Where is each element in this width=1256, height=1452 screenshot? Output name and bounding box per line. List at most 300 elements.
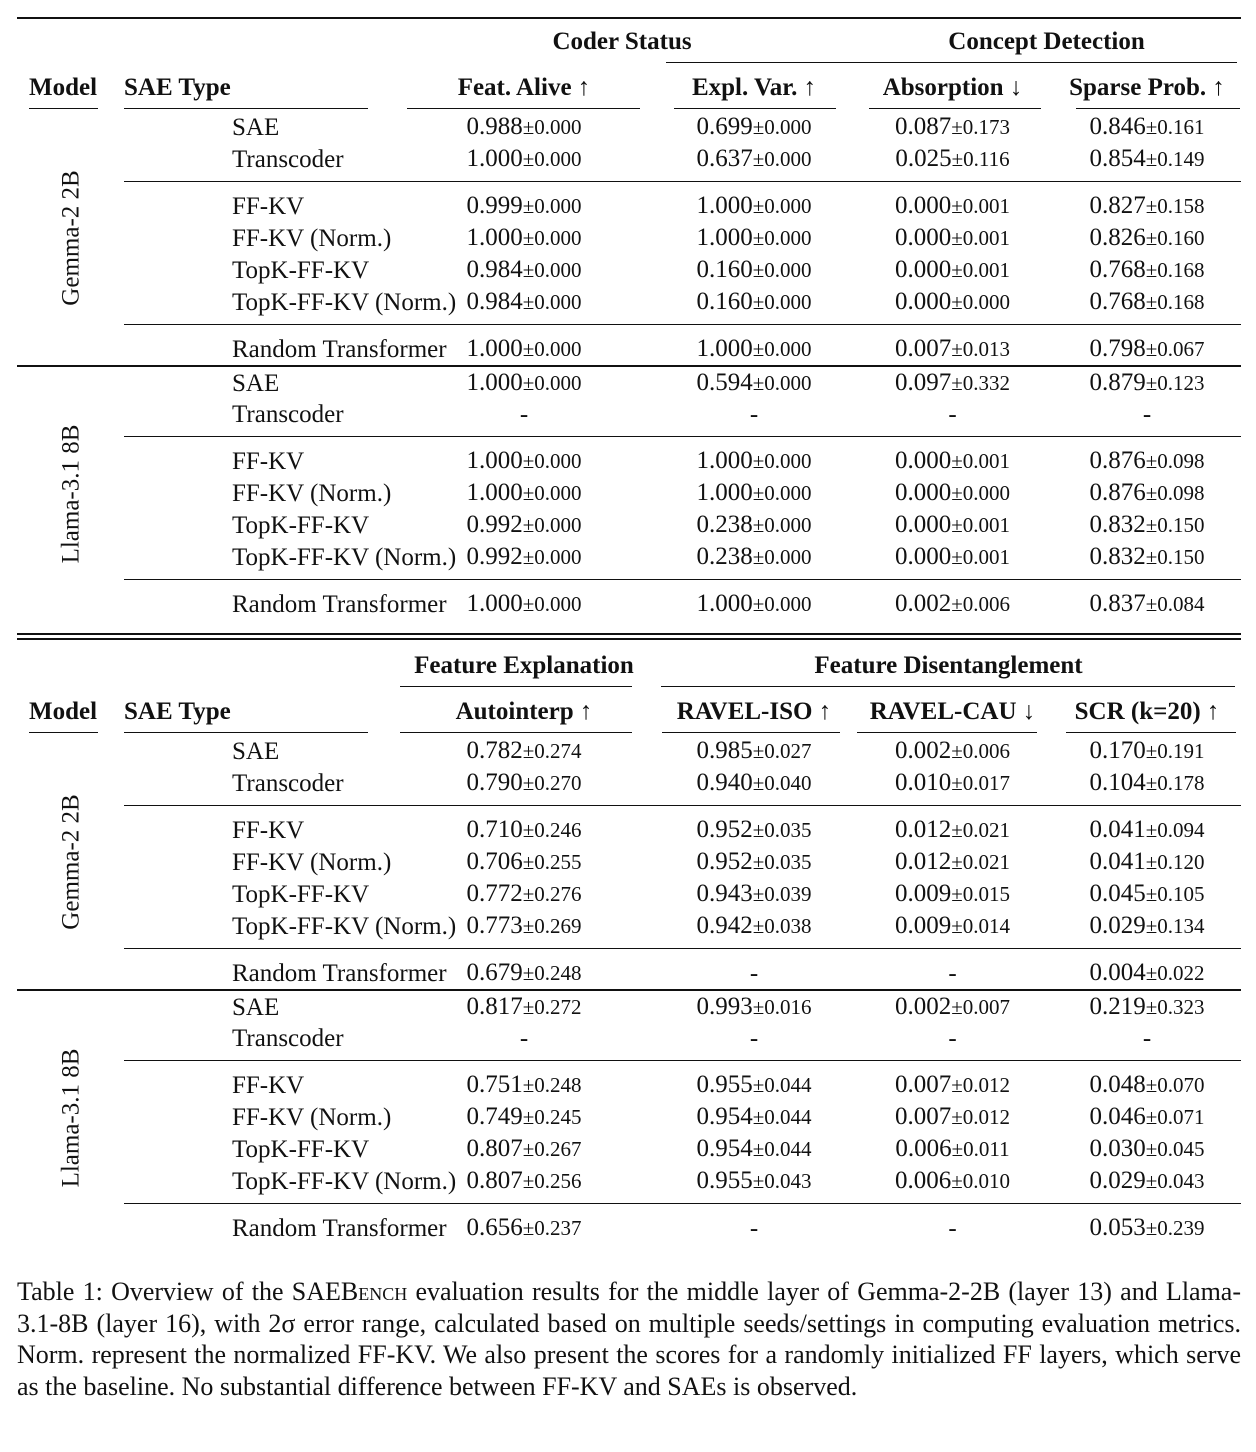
value-cell <box>392 846 656 878</box>
table-row <box>17 541 1241 580</box>
col-header-sae-type: SAE Type <box>124 63 392 111</box>
value-error: ±0.035 <box>752 850 812 874</box>
value-mean: - <box>519 401 529 428</box>
value-error: ±0.272 <box>522 995 582 1019</box>
col-header-autointerp: Autointerp ↑ <box>392 687 656 735</box>
value-mean: 1.000 <box>466 447 523 474</box>
value-mean: 0.000 <box>895 288 952 315</box>
value-error: ±0.267 <box>522 1137 582 1161</box>
value-mean: - <box>749 1025 759 1052</box>
value-cell <box>1053 477 1241 509</box>
sae-type-cell: FF-KV (Norm.) <box>232 224 392 252</box>
value-mean: 0.992 <box>466 543 523 570</box>
value-cell <box>656 222 852 254</box>
value-mean: 1.000 <box>696 192 753 219</box>
value-cell <box>852 910 1053 949</box>
table-row <box>17 949 1241 991</box>
value-mean: 1.000 <box>466 145 523 172</box>
value-error: ±0.043 <box>1145 1169 1205 1193</box>
value-error: ±0.094 <box>1145 818 1205 842</box>
sae-type-cell: SAE <box>232 369 280 397</box>
model-label-cell <box>17 366 124 620</box>
sae-type-cell: FF-KV (Norm.) <box>232 1103 392 1131</box>
value-error: ±0.000 <box>522 371 582 395</box>
value-cell <box>852 366 1053 399</box>
table-caption: Table 1: Overview of the SAEBench evaluation results for the middle layer of Gemma-2-2B (layer 13) and Llama-3.1-8B (layer 16), with 2σ error range, calculated based on multiple seeds/settings in computing evaluation metrics. Norm. represent the normalized FF-KV. We also present the scores for a randomly initialized FF layers, which serve as the baseline. No substantial difference between FF-KV and SAEs is observed. <box>17 1277 1242 1401</box>
value-mean: 0.952 <box>696 816 753 843</box>
value-cell <box>656 1165 852 1204</box>
value-error: ±0.038 <box>752 914 812 938</box>
value-mean: - <box>948 959 957 987</box>
value-error: ±0.000 <box>522 481 582 505</box>
value-cell <box>392 477 656 509</box>
value-mean: 0.007 <box>895 335 952 362</box>
value-mean: 0.025 <box>895 145 952 172</box>
sae-type-cell: FF-KV <box>124 1061 392 1102</box>
value-cell <box>852 509 1053 541</box>
sae-type-cell: Transcoder <box>232 401 344 428</box>
table-row <box>17 846 1241 878</box>
value-cell <box>656 1023 852 1061</box>
value-mean: 0.087 <box>895 113 952 140</box>
value-error: ±0.071 <box>1145 1105 1205 1129</box>
value-error: ±0.105 <box>1145 882 1205 906</box>
table-row <box>17 1133 1241 1165</box>
table-row <box>17 580 1241 621</box>
value-cell <box>392 182 656 223</box>
value-cell <box>1053 286 1241 325</box>
value-cell <box>852 477 1053 509</box>
value-cell <box>392 509 656 541</box>
value-mean: 0.710 <box>466 816 523 843</box>
sae-type-cell: Transcoder <box>232 769 344 797</box>
value-error: ±0.000 <box>522 513 582 537</box>
value-mean: 0.706 <box>466 848 523 875</box>
value-error: ±0.246 <box>522 818 582 842</box>
table-row <box>17 143 1241 182</box>
value-mean: - <box>948 1025 957 1052</box>
value-error: ±0.000 <box>522 258 582 282</box>
value-cell <box>852 143 1053 182</box>
value-error: ±0.255 <box>522 850 582 874</box>
value-mean: 0.002 <box>894 993 952 1020</box>
value-error: ±0.150 <box>1145 545 1205 569</box>
value-mean: 0.000 <box>895 192 952 219</box>
value-error: ±0.098 <box>1145 449 1205 473</box>
value-mean: 0.984 <box>466 256 523 283</box>
sae-type-cell: TopK-FF-KV <box>232 256 370 284</box>
value-cell <box>1053 182 1241 223</box>
value-cell <box>1053 735 1241 767</box>
value-mean: 1.000 <box>696 590 753 617</box>
value-cell <box>1053 325 1241 367</box>
value-cell <box>1053 509 1241 541</box>
value-cell <box>392 878 656 910</box>
value-cell <box>656 399 852 437</box>
value-mean: 1.000 <box>696 224 753 251</box>
value-error: ±0.044 <box>752 1105 812 1129</box>
value-error: ±0.332 <box>951 371 1011 395</box>
value-mean: 0.782 <box>466 737 523 764</box>
value-mean: - <box>948 1214 957 1242</box>
value-error: ±0.134 <box>1145 914 1205 938</box>
group-header-coder-status: Coder Status <box>392 19 852 63</box>
group-header-row <box>17 19 1241 63</box>
value-error: ±0.000 <box>752 194 812 218</box>
sae-type-cell: TopK-FF-KV (Norm.) <box>232 543 457 571</box>
value-mean: 0.773 <box>466 912 523 939</box>
value-mean: 1.000 <box>696 447 753 474</box>
value-error: ±0.011 <box>951 1137 1010 1161</box>
sae-type-cell: TopK-FF-KV <box>232 880 370 908</box>
value-error: ±0.013 <box>951 337 1011 361</box>
value-error: ±0.000 <box>752 115 812 139</box>
value-mean: - <box>1142 401 1152 428</box>
table-row <box>17 182 1241 223</box>
value-mean: 0.006 <box>895 1135 952 1162</box>
table-row <box>17 767 1241 806</box>
value-mean: 0.768 <box>1089 288 1146 315</box>
value-mean: - <box>749 1214 759 1242</box>
value-error: ±0.149 <box>1145 147 1205 171</box>
col-header-scr: SCR (k=20) ↑ <box>1053 687 1241 735</box>
value-error: ±0.012 <box>951 1105 1011 1129</box>
value-error: ±0.035 <box>752 818 812 842</box>
value-mean: 0.104 <box>1089 769 1146 796</box>
value-mean: 0.029 <box>1089 1167 1146 1194</box>
value-cell <box>392 254 656 286</box>
value-cell <box>656 541 852 580</box>
value-mean: 0.798 <box>1089 335 1146 362</box>
value-mean: 0.637 <box>696 145 753 172</box>
value-cell <box>1053 846 1241 878</box>
value-error: ±0.000 <box>522 592 582 616</box>
value-mean: 0.826 <box>1089 224 1146 251</box>
value-error: ±0.012 <box>951 1073 1011 1097</box>
group-header-feature-explanation: Feature Explanation <box>392 643 656 687</box>
value-mean: 0.238 <box>696 543 753 570</box>
value-mean: 0.046 <box>1089 1103 1146 1130</box>
value-mean: 0.984 <box>466 288 523 315</box>
sae-type-cell: Random Transformer <box>124 580 392 621</box>
value-cell <box>392 143 656 182</box>
group-header-feature-disentanglement: Feature Disentanglement <box>656 643 1241 687</box>
value-error: ±0.274 <box>522 739 582 763</box>
value-error: ±0.256 <box>522 1169 582 1193</box>
table-row <box>17 806 1241 847</box>
table-row <box>17 399 1241 437</box>
value-cell <box>1053 1165 1241 1204</box>
value-cell <box>1053 580 1241 621</box>
value-cell <box>852 1101 1053 1133</box>
results-table-bottom <box>17 643 1241 1244</box>
value-mean: 0.010 <box>894 769 952 796</box>
value-cell <box>656 509 852 541</box>
value-mean: 0.699 <box>696 113 753 140</box>
value-mean: - <box>519 1025 529 1052</box>
value-error: ±0.001 <box>951 449 1011 473</box>
value-mean: 0.988 <box>466 113 523 140</box>
value-error: ±0.191 <box>1145 739 1205 763</box>
value-mean: 0.012 <box>894 816 952 843</box>
value-cell <box>852 806 1053 847</box>
value-cell <box>852 1165 1053 1204</box>
value-cell <box>656 325 852 367</box>
column-header-row <box>17 63 1241 111</box>
value-cell <box>656 111 852 143</box>
model-label: Llama-3.1 8B <box>57 424 84 563</box>
value-mean: 0.097 <box>895 369 952 396</box>
value-cell <box>656 1133 852 1165</box>
value-mean: 1.000 <box>696 479 753 506</box>
value-error: ±0.045 <box>1145 1137 1205 1161</box>
value-mean: 0.879 <box>1089 369 1146 396</box>
value-error: ±0.084 <box>1145 592 1205 616</box>
value-mean: 0.807 <box>466 1135 523 1162</box>
value-error: ±0.006 <box>951 739 1011 763</box>
model-label-cell <box>17 735 124 990</box>
value-cell <box>1053 111 1241 143</box>
value-cell <box>1053 767 1241 806</box>
sae-type-cell: TopK-FF-KV <box>232 511 370 539</box>
value-error: ±0.000 <box>752 513 812 537</box>
col-header-sparse-prob: Sparse Prob. ↑ <box>1053 63 1241 111</box>
value-mean: 0.772 <box>466 880 523 907</box>
value-cell <box>852 254 1053 286</box>
value-cell <box>1053 1061 1241 1102</box>
value-error: ±0.245 <box>522 1105 582 1129</box>
value-error: ±0.067 <box>1145 337 1205 361</box>
value-error: ±0.323 <box>1145 995 1205 1019</box>
table-row <box>17 286 1241 325</box>
value-error: ±0.168 <box>1145 258 1205 282</box>
value-cell <box>656 580 852 621</box>
value-cell <box>656 1101 852 1133</box>
value-cell <box>656 437 852 478</box>
value-error: ±0.044 <box>752 1137 812 1161</box>
value-mean: 0.876 <box>1089 447 1146 474</box>
value-error: ±0.178 <box>1145 771 1205 795</box>
value-mean: 0.006 <box>894 1167 952 1194</box>
value-error: ±0.000 <box>522 194 582 218</box>
col-header-model: Model <box>17 63 124 111</box>
table-row <box>17 878 1241 910</box>
value-cell <box>392 1061 656 1102</box>
value-error: ±0.021 <box>951 818 1011 842</box>
value-cell <box>392 735 656 767</box>
value-cell <box>656 143 852 182</box>
value-cell <box>1053 254 1241 286</box>
value-error: ±0.158 <box>1145 194 1205 218</box>
sae-type-cell: Random Transformer <box>124 1204 392 1245</box>
value-error: ±0.000 <box>522 115 582 139</box>
value-error: ±0.027 <box>752 739 812 763</box>
value-mean: 0.053 <box>1089 1214 1146 1241</box>
value-error: ±0.000 <box>752 226 812 250</box>
value-error: ±0.001 <box>951 545 1011 569</box>
sae-type-cell: TopK-FF-KV (Norm.) <box>232 1167 457 1195</box>
value-cell <box>392 222 656 254</box>
value-mean: 0.000 <box>895 543 952 570</box>
value-mean: 0.029 <box>1089 912 1146 939</box>
value-mean: 0.656 <box>466 1214 523 1241</box>
value-cell <box>392 767 656 806</box>
sae-type-cell: Random Transformer <box>124 325 392 367</box>
value-error: ±0.269 <box>522 914 582 938</box>
value-cell <box>852 182 1053 223</box>
model-label-cell <box>17 990 124 1244</box>
value-mean: 0.999 <box>466 192 523 219</box>
value-cell <box>852 1204 1053 1245</box>
value-mean: 0.993 <box>696 993 753 1020</box>
value-mean: 1.000 <box>466 224 523 251</box>
value-error: ±0.000 <box>752 481 812 505</box>
value-error: ±0.015 <box>951 882 1011 906</box>
table-row <box>17 111 1241 143</box>
value-mean: 0.985 <box>696 737 753 764</box>
value-cell <box>656 182 852 223</box>
value-mean: 0.790 <box>466 769 523 796</box>
value-mean: 0.954 <box>696 1103 753 1130</box>
table-row <box>17 254 1241 286</box>
value-mean: 0.002 <box>895 590 952 617</box>
value-mean: - <box>749 959 759 987</box>
table-row <box>17 1061 1241 1102</box>
sae-type-cell: FF-KV (Norm.) <box>232 479 392 507</box>
model-label: Gemma-2 2B <box>57 794 84 930</box>
value-error: ±0.248 <box>522 1073 582 1097</box>
value-error: ±0.044 <box>752 1073 812 1097</box>
table-row <box>17 437 1241 478</box>
value-cell <box>1053 806 1241 847</box>
value-cell <box>656 1204 852 1245</box>
value-cell <box>392 806 656 847</box>
sae-type-cell: FF-KV <box>124 182 392 223</box>
value-cell <box>656 254 852 286</box>
value-mean: 0.009 <box>894 912 952 939</box>
value-error: ±0.120 <box>1145 850 1205 874</box>
value-mean: 0.807 <box>466 1167 523 1194</box>
sae-type-cell: Transcoder <box>232 1025 344 1052</box>
value-error: ±0.006 <box>951 592 1011 616</box>
value-error: ±0.000 <box>522 226 582 250</box>
value-cell <box>656 1061 852 1102</box>
value-error: ±0.000 <box>752 592 812 616</box>
value-mean: 0.751 <box>466 1071 523 1098</box>
value-mean: 0.943 <box>696 880 753 907</box>
value-cell <box>392 1133 656 1165</box>
value-error: ±0.000 <box>752 290 812 314</box>
value-cell <box>852 735 1053 767</box>
value-mean: 0.160 <box>696 288 753 315</box>
value-mean: 0.000 <box>895 511 952 538</box>
value-mean: 0.041 <box>1089 848 1146 875</box>
value-cell <box>392 366 656 399</box>
value-cell <box>392 1101 656 1133</box>
value-cell <box>852 286 1053 325</box>
value-error: ±0.043 <box>752 1169 812 1193</box>
value-error: ±0.000 <box>951 290 1011 314</box>
value-cell <box>656 949 852 991</box>
value-cell <box>1053 143 1241 182</box>
sae-type-cell: SAE <box>232 737 280 765</box>
value-cell <box>392 1023 656 1061</box>
value-cell <box>852 1133 1053 1165</box>
value-error: ±0.150 <box>1145 513 1205 537</box>
table-row <box>17 910 1241 949</box>
value-mean: 0.992 <box>466 511 523 538</box>
value-cell <box>1053 1023 1241 1061</box>
sae-type-cell: TopK-FF-KV (Norm.) <box>232 288 457 316</box>
value-mean: 0.955 <box>696 1071 753 1098</box>
value-error: ±0.021 <box>951 850 1011 874</box>
value-mean: 0.238 <box>696 511 753 538</box>
col-header-model: Model <box>17 687 124 735</box>
value-cell <box>852 1061 1053 1102</box>
sae-type-cell: FF-KV (Norm.) <box>232 848 392 876</box>
value-error: ±0.123 <box>1145 371 1205 395</box>
value-error: ±0.270 <box>522 771 582 795</box>
value-mean: 0.832 <box>1089 511 1146 538</box>
value-cell <box>656 366 852 399</box>
value-error: ±0.000 <box>752 371 812 395</box>
value-mean: 0.952 <box>696 848 753 875</box>
value-error: ±0.039 <box>752 882 812 906</box>
value-mean: 0.170 <box>1089 737 1146 764</box>
results-table-top <box>17 19 1241 620</box>
value-mean: 0.837 <box>1089 590 1146 617</box>
value-mean: 0.854 <box>1089 145 1146 172</box>
value-mean: 0.160 <box>696 256 753 283</box>
value-mean: 0.030 <box>1089 1135 1146 1162</box>
col-header-feat-alive: Feat. Alive ↑ <box>392 63 656 111</box>
value-cell <box>656 910 852 949</box>
value-cell <box>1053 541 1241 580</box>
table-row <box>17 222 1241 254</box>
value-error: ±0.237 <box>522 1216 582 1240</box>
value-cell <box>852 325 1053 367</box>
value-error: ±0.000 <box>522 337 582 361</box>
value-cell <box>392 399 656 437</box>
value-mean: 0.048 <box>1089 1071 1146 1098</box>
value-error: ±0.022 <box>1145 961 1205 985</box>
value-cell <box>1053 1101 1241 1133</box>
value-mean: 0.768 <box>1089 256 1146 283</box>
value-cell <box>852 878 1053 910</box>
value-cell <box>852 1023 1053 1061</box>
value-mean: 0.827 <box>1089 192 1146 219</box>
value-cell <box>852 437 1053 478</box>
value-cell <box>392 437 656 478</box>
value-error: ±0.098 <box>1145 481 1205 505</box>
value-cell <box>656 735 852 767</box>
value-cell <box>392 111 656 143</box>
value-mean: 0.000 <box>895 224 952 251</box>
table-separator-rule <box>17 633 1241 640</box>
value-cell <box>852 990 1053 1023</box>
sae-type-cell: TopK-FF-KV (Norm.) <box>232 912 457 940</box>
value-mean: 0.955 <box>696 1167 753 1194</box>
value-cell <box>1053 1133 1241 1165</box>
value-mean: 0.876 <box>1089 479 1146 506</box>
value-mean: - <box>948 401 957 428</box>
value-mean: 0.007 <box>894 1071 952 1098</box>
value-error: ±0.161 <box>1145 115 1205 139</box>
value-mean: 1.000 <box>696 335 753 362</box>
value-cell <box>656 286 852 325</box>
value-mean: - <box>749 401 759 428</box>
value-cell <box>392 990 656 1023</box>
